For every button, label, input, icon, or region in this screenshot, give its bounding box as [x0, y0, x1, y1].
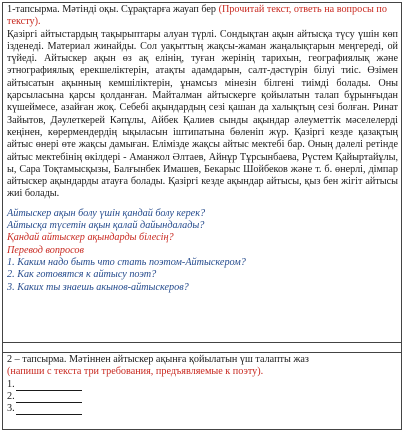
question-kz-3: Қандай айтыскер ақындарды білесің? [7, 232, 174, 244]
reading-text: Қазіргі айтыстардың тақырыптары алуан түрлі. Сондықтан ақын айтысқа түсу үшін көп ізденеді. Материал жинайды. Сол уақыттың жақсы-жаман жаңалықтарын меңгереді, ой түйеді. Айтыскер ақын өз ақ елінің, туған жерінің тарихын, географиялық және этнографиялық ерекшеліктерін, атақты адамдарын, салт-дәстүрін білуі тиіс. Өзімен айтысатын ақынның кемшіліктерін, ұнамсыз мінезін білгені тиімді болады. Оны қарсыласына қарсы қолданған. Майталман айтыскерге қойылатын талап бұрынғыдан күшеймесе, азайған жоқ. Себебі ақындардың сезі қашан да халықтың сезі болған. Ринат Зайытов, Дәулеткерей Кәпұлы, Айбек Қалиев сынды ақындар әлеуметтік мәселелерді кеңінен, көрермендердің ықыласын іштипатына бөленіп жүр. Қазіргі кезде қазақтың айтыс өнері өте жақсы дамыған. Елімізде жақсы айтыс мектебі бар. Оның дәлелі ретінде айтыс мектебінің өкілдері - Аманжол Әлтаев, Айнұр Тұрсынбаева, Рүстем Қайыртайұлы, ы, Сара Тоқтамысқызы, Балғынбек Имашев, Бекарыс Шойбеков және т. б. өнерлі, дімпар айтыскер ақындарды атауға болады. Қазіргі кезде ақындар айтысы, қыз бен жігіт айтысы жиі болады. [7, 28, 398, 200]
task-2-title: 2 – тапсырма. Мәтіннен айтыскер ақынға қойылатын үш талапты жаз [7, 354, 309, 365]
answer-line-3[interactable] [7, 403, 398, 415]
answer-number-2: 2. [7, 390, 15, 402]
question-kz-2: Айтысқа түсетін ақын қалай дайындалады? [7, 220, 205, 232]
question-kz-1: Айтыскер ақын болу үшін қандай болу керек? [7, 207, 206, 219]
task-1-title: 1-тапсырма. Мәтінді оқы. Сұрақтарға жауап бер [7, 4, 217, 15]
translation-title: Перевод вопросов [7, 244, 84, 256]
question-ru-1: 1. Каким надо быть что стать поэтом-Айтыскером? [7, 256, 246, 268]
answer-line-2[interactable] [7, 391, 398, 403]
answer-number-1: 1. [7, 378, 15, 390]
answer-blank-3[interactable] [16, 404, 82, 415]
task-1-cell [3, 3, 401, 343]
answer-blank-1[interactable] [16, 380, 82, 391]
answer-number-3: 3. [7, 403, 15, 415]
answer-blank-2[interactable] [16, 392, 82, 403]
task-1-heading [7, 4, 398, 29]
task-2-cell [3, 352, 401, 430]
worksheet [2, 2, 402, 430]
task-1-title-ru: (Прочитай текст, ответь на вопросы по тексту). [7, 4, 387, 28]
question-ru-3: 3. Каких ты знаешь акынов-айтыскеров? [7, 281, 189, 293]
task-2-title-ru: (напиши с текста три требования, предъявляемые к поэту). [7, 366, 264, 378]
answer-line-1[interactable] [7, 379, 398, 391]
question-ru-2: 2. Как готовятся к айтысу поэт? [7, 269, 157, 281]
